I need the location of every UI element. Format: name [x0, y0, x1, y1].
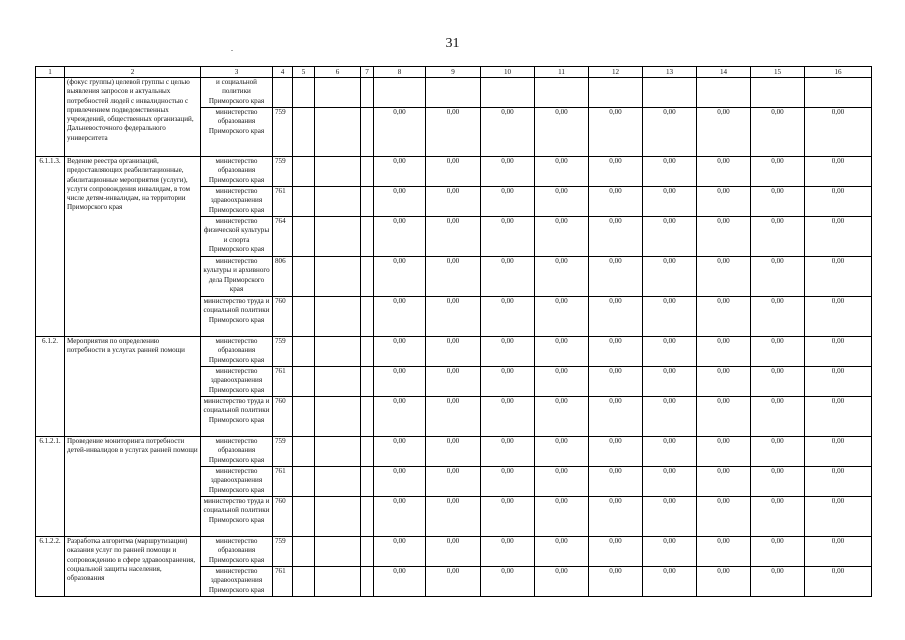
- empty-cell: [361, 257, 374, 297]
- value-cell: 0,00: [751, 297, 805, 337]
- value-cell: 0,00: [751, 367, 805, 397]
- value-cell: 0,00: [374, 497, 426, 537]
- value-cell: 0,00: [589, 467, 643, 497]
- executor-cell: министерство труда и социальной политики Приморского края: [201, 397, 273, 437]
- value-cell: 0,00: [805, 187, 872, 217]
- value-cell: 0,00: [589, 437, 643, 467]
- value-cell: 0,00: [481, 437, 535, 467]
- empty-cell: [315, 437, 361, 467]
- empty-cell: [293, 157, 315, 187]
- value-cell: 0,00: [643, 187, 697, 217]
- item-name: (фокус группы) целевой группы с целью выявления запросов и актуальных потребностей людей с инвалидностью с привлечением подведомственных учреждений, общественных организаций, Дальневосточного федерального университета: [65, 78, 201, 157]
- value-cell: 0,00: [589, 257, 643, 297]
- column-header: 11: [535, 67, 589, 78]
- value-cell: 0,00: [481, 397, 535, 437]
- grbs-code-cell: 760: [273, 497, 293, 537]
- executor-cell: министерство образования Приморского края: [201, 537, 273, 567]
- value-cell: 0,00: [697, 397, 751, 437]
- table-row: [36, 78, 872, 108]
- table-row: [36, 337, 872, 367]
- value-cell: 0,00: [697, 537, 751, 567]
- grbs-code-cell: 761: [273, 467, 293, 497]
- empty-cell: [361, 497, 374, 537]
- column-header: 3: [201, 67, 273, 78]
- value-cell: 0,00: [751, 467, 805, 497]
- column-header: 4: [273, 67, 293, 78]
- executor-cell: министерство физической культуры и спорта Приморского края: [201, 217, 273, 257]
- value-cell: 0,00: [535, 537, 589, 567]
- value-cell: 0,00: [643, 297, 697, 337]
- value-cell: 0,00: [643, 437, 697, 467]
- empty-cell: [315, 397, 361, 437]
- value-cell: 0,00: [426, 337, 481, 367]
- value-cell: 0,00: [697, 187, 751, 217]
- empty-cell: [361, 367, 374, 397]
- grbs-code-cell: 806: [273, 257, 293, 297]
- grbs-code-cell: 760: [273, 297, 293, 337]
- grbs-code-cell: [273, 78, 293, 108]
- empty-cell: [293, 537, 315, 567]
- executor-cell: министерство здравоохранения Приморского края: [201, 467, 273, 497]
- header-row: [36, 67, 872, 78]
- value-cell: 0,00: [643, 537, 697, 567]
- grbs-code-cell: 759: [273, 108, 293, 157]
- value-cell: 0,00: [751, 217, 805, 257]
- empty-cell: [315, 187, 361, 217]
- value-cell: 0,00: [751, 397, 805, 437]
- table-row: [36, 537, 872, 567]
- value-cell: 0,00: [643, 467, 697, 497]
- value-cell: 0,00: [589, 157, 643, 187]
- value-cell: 0,00: [426, 108, 481, 157]
- value-cell: 0,00: [805, 337, 872, 367]
- value-cell: 0,00: [697, 367, 751, 397]
- value-cell: [426, 78, 481, 108]
- value-cell: 0,00: [426, 467, 481, 497]
- executor-cell: и социальной политики Приморского края: [201, 78, 273, 108]
- value-cell: 0,00: [697, 257, 751, 297]
- value-cell: 0,00: [697, 217, 751, 257]
- value-cell: 0,00: [643, 217, 697, 257]
- value-cell: 0,00: [643, 397, 697, 437]
- item-name: Разработка алгоритма (маршрутизации) оказания услуг по ранней помощи и сопровождению в сфере здравоохранения, социальной защиты населения, образования: [65, 537, 201, 597]
- column-header: 7: [361, 67, 374, 78]
- empty-cell: [361, 157, 374, 187]
- column-header: 14: [697, 67, 751, 78]
- empty-cell: [361, 437, 374, 467]
- value-cell: 0,00: [481, 157, 535, 187]
- empty-cell: [315, 367, 361, 397]
- value-cell: 0,00: [697, 467, 751, 497]
- value-cell: 0,00: [535, 217, 589, 257]
- value-cell: 0,00: [805, 567, 872, 597]
- executor-cell: министерство здравоохранения Приморского края: [201, 187, 273, 217]
- value-cell: 0,00: [535, 397, 589, 437]
- value-cell: [805, 78, 872, 108]
- item-code: 6.1.2.2.: [36, 537, 65, 597]
- empty-cell: [293, 397, 315, 437]
- executor-cell: министерство труда и социальной политики Приморского края: [201, 497, 273, 537]
- value-cell: 0,00: [426, 567, 481, 597]
- value-cell: 0,00: [374, 108, 426, 157]
- empty-cell: [361, 78, 374, 108]
- empty-cell: [315, 78, 361, 108]
- item-code: 6.1.2.: [36, 337, 65, 437]
- value-cell: 0,00: [751, 497, 805, 537]
- grbs-code-cell: 759: [273, 157, 293, 187]
- value-cell: 0,00: [589, 497, 643, 537]
- page-number: 31: [445, 36, 460, 51]
- column-header: 10: [481, 67, 535, 78]
- value-cell: 0,00: [805, 297, 872, 337]
- value-cell: 0,00: [535, 297, 589, 337]
- item-code: 6.1.1.3.: [36, 157, 65, 337]
- value-cell: [751, 78, 805, 108]
- column-header: 15: [751, 67, 805, 78]
- empty-cell: [293, 78, 315, 108]
- value-cell: 0,00: [589, 337, 643, 367]
- empty-cell: [361, 567, 374, 597]
- empty-cell: [315, 337, 361, 367]
- value-cell: [374, 78, 426, 108]
- value-cell: 0,00: [374, 437, 426, 467]
- value-cell: 0,00: [697, 567, 751, 597]
- value-cell: 0,00: [751, 257, 805, 297]
- value-cell: 0,00: [426, 397, 481, 437]
- empty-cell: [315, 108, 361, 157]
- grbs-code-cell: 761: [273, 367, 293, 397]
- value-cell: 0,00: [374, 367, 426, 397]
- value-cell: 0,00: [481, 567, 535, 597]
- value-cell: 0,00: [535, 157, 589, 187]
- value-cell: 0,00: [374, 337, 426, 367]
- value-cell: 0,00: [697, 157, 751, 187]
- value-cell: 0,00: [643, 567, 697, 597]
- value-cell: 0,00: [481, 537, 535, 567]
- value-cell: 0,00: [374, 257, 426, 297]
- table-row: [36, 157, 872, 187]
- grbs-code-cell: 759: [273, 437, 293, 467]
- value-cell: 0,00: [805, 437, 872, 467]
- column-header: 13: [643, 67, 697, 78]
- empty-cell: [315, 217, 361, 257]
- empty-cell: [293, 297, 315, 337]
- empty-cell: [361, 537, 374, 567]
- executor-cell: министерство здравоохранения Приморского края: [201, 567, 273, 597]
- value-cell: 0,00: [589, 397, 643, 437]
- value-cell: 0,00: [589, 217, 643, 257]
- value-cell: [535, 78, 589, 108]
- value-cell: 0,00: [805, 397, 872, 437]
- value-cell: 0,00: [643, 367, 697, 397]
- empty-cell: [361, 187, 374, 217]
- value-cell: 0,00: [481, 297, 535, 337]
- value-cell: 0,00: [751, 337, 805, 367]
- value-cell: 0,00: [589, 567, 643, 597]
- value-cell: [697, 78, 751, 108]
- page-mark: .: [231, 44, 233, 53]
- value-cell: 0,00: [481, 108, 535, 157]
- item-name: Мероприятия по определению потребности в услугах ранней помощи: [65, 337, 201, 437]
- column-header: 5: [293, 67, 315, 78]
- value-cell: 0,00: [805, 157, 872, 187]
- value-cell: 0,00: [374, 217, 426, 257]
- column-header: 9: [426, 67, 481, 78]
- column-header: 1: [36, 67, 65, 78]
- empty-cell: [315, 497, 361, 537]
- empty-cell: [315, 567, 361, 597]
- value-cell: 0,00: [751, 567, 805, 597]
- value-cell: 0,00: [751, 537, 805, 567]
- grbs-code-cell: 764: [273, 217, 293, 257]
- item-name: Ведение реестра организаций, предоставляющих реабилитационные, абилитационные мероприятия (услуги), услуги сопровождения инвалидам, в том числе детям-инвалидам, на территории Приморского края: [65, 157, 201, 337]
- value-cell: 0,00: [697, 337, 751, 367]
- value-cell: 0,00: [643, 497, 697, 537]
- empty-cell: [361, 397, 374, 437]
- value-cell: 0,00: [374, 157, 426, 187]
- value-cell: 0,00: [481, 337, 535, 367]
- item-name: Проведение мониторинга потребности детей-инвалидов в услугах ранней помощи: [65, 437, 201, 537]
- empty-cell: [315, 297, 361, 337]
- value-cell: 0,00: [481, 497, 535, 537]
- value-cell: 0,00: [481, 257, 535, 297]
- empty-cell: [293, 337, 315, 367]
- value-cell: 0,00: [589, 297, 643, 337]
- value-cell: 0,00: [643, 257, 697, 297]
- value-cell: 0,00: [535, 367, 589, 397]
- value-cell: 0,00: [589, 108, 643, 157]
- value-cell: 0,00: [426, 437, 481, 467]
- grbs-code-cell: 759: [273, 537, 293, 567]
- value-cell: 0,00: [426, 157, 481, 187]
- item-code: 6.1.2.1.: [36, 437, 65, 537]
- table-body: [36, 67, 872, 597]
- value-cell: 0,00: [535, 567, 589, 597]
- value-cell: 0,00: [805, 108, 872, 157]
- value-cell: 0,00: [374, 467, 426, 497]
- value-cell: [643, 78, 697, 108]
- value-cell: 0,00: [805, 537, 872, 567]
- value-cell: 0,00: [697, 497, 751, 537]
- executor-cell: министерство образования Приморского края: [201, 437, 273, 467]
- value-cell: 0,00: [589, 537, 643, 567]
- executor-cell: министерство образования Приморского края: [201, 337, 273, 367]
- value-cell: 0,00: [751, 437, 805, 467]
- value-cell: 0,00: [535, 497, 589, 537]
- value-cell: 0,00: [374, 297, 426, 337]
- value-cell: 0,00: [805, 497, 872, 537]
- value-cell: 0,00: [805, 367, 872, 397]
- executor-cell: министерство культуры и архивного дела Приморского края: [201, 257, 273, 297]
- value-cell: 0,00: [426, 367, 481, 397]
- value-cell: 0,00: [805, 257, 872, 297]
- value-cell: 0,00: [481, 367, 535, 397]
- empty-cell: [361, 337, 374, 367]
- value-cell: 0,00: [426, 497, 481, 537]
- value-cell: 0,00: [805, 467, 872, 497]
- budget-table: [35, 66, 872, 597]
- grbs-code-cell: 761: [273, 567, 293, 597]
- empty-cell: [361, 217, 374, 257]
- empty-cell: [293, 497, 315, 537]
- grbs-code-cell: 759: [273, 337, 293, 367]
- empty-cell: [361, 108, 374, 157]
- column-header: 2: [65, 67, 201, 78]
- empty-cell: [293, 467, 315, 497]
- value-cell: [481, 78, 535, 108]
- value-cell: 0,00: [426, 217, 481, 257]
- value-cell: 0,00: [643, 108, 697, 157]
- grbs-code-cell: 761: [273, 187, 293, 217]
- value-cell: 0,00: [751, 187, 805, 217]
- value-cell: 0,00: [374, 537, 426, 567]
- column-header: 8: [374, 67, 426, 78]
- value-cell: 0,00: [805, 217, 872, 257]
- value-cell: 0,00: [697, 297, 751, 337]
- empty-cell: [361, 467, 374, 497]
- executor-cell: министерство образования Приморского края: [201, 108, 273, 157]
- value-cell: 0,00: [697, 437, 751, 467]
- value-cell: 0,00: [751, 157, 805, 187]
- table-row: [36, 437, 872, 467]
- empty-cell: [361, 297, 374, 337]
- value-cell: 0,00: [589, 187, 643, 217]
- value-cell: 0,00: [374, 397, 426, 437]
- empty-cell: [293, 187, 315, 217]
- executor-cell: министерство труда и социальной политики Приморского края: [201, 297, 273, 337]
- empty-cell: [293, 108, 315, 157]
- value-cell: 0,00: [426, 257, 481, 297]
- grbs-code-cell: 760: [273, 397, 293, 437]
- value-cell: 0,00: [481, 187, 535, 217]
- empty-cell: [315, 257, 361, 297]
- value-cell: 0,00: [751, 108, 805, 157]
- empty-cell: [315, 537, 361, 567]
- column-header: 16: [805, 67, 872, 78]
- value-cell: 0,00: [426, 297, 481, 337]
- empty-cell: [293, 437, 315, 467]
- empty-cell: [293, 367, 315, 397]
- executor-cell: министерство образования Приморского края: [201, 157, 273, 187]
- empty-cell: [293, 567, 315, 597]
- value-cell: 0,00: [426, 187, 481, 217]
- value-cell: 0,00: [643, 337, 697, 367]
- value-cell: 0,00: [535, 187, 589, 217]
- value-cell: 0,00: [643, 157, 697, 187]
- empty-cell: [315, 157, 361, 187]
- column-header: 6: [315, 67, 361, 78]
- value-cell: 0,00: [535, 257, 589, 297]
- value-cell: 0,00: [481, 467, 535, 497]
- value-cell: 0,00: [535, 437, 589, 467]
- empty-cell: [293, 217, 315, 257]
- empty-cell: [293, 257, 315, 297]
- value-cell: 0,00: [535, 467, 589, 497]
- value-cell: 0,00: [374, 567, 426, 597]
- empty-cell: [315, 467, 361, 497]
- column-header: 12: [589, 67, 643, 78]
- value-cell: [589, 78, 643, 108]
- value-cell: 0,00: [535, 337, 589, 367]
- value-cell: 0,00: [697, 108, 751, 157]
- value-cell: 0,00: [481, 217, 535, 257]
- executor-cell: министерство здравоохранения Приморского края: [201, 367, 273, 397]
- value-cell: 0,00: [535, 108, 589, 157]
- item-code: [36, 78, 65, 157]
- value-cell: 0,00: [374, 187, 426, 217]
- value-cell: 0,00: [426, 537, 481, 567]
- value-cell: 0,00: [589, 367, 643, 397]
